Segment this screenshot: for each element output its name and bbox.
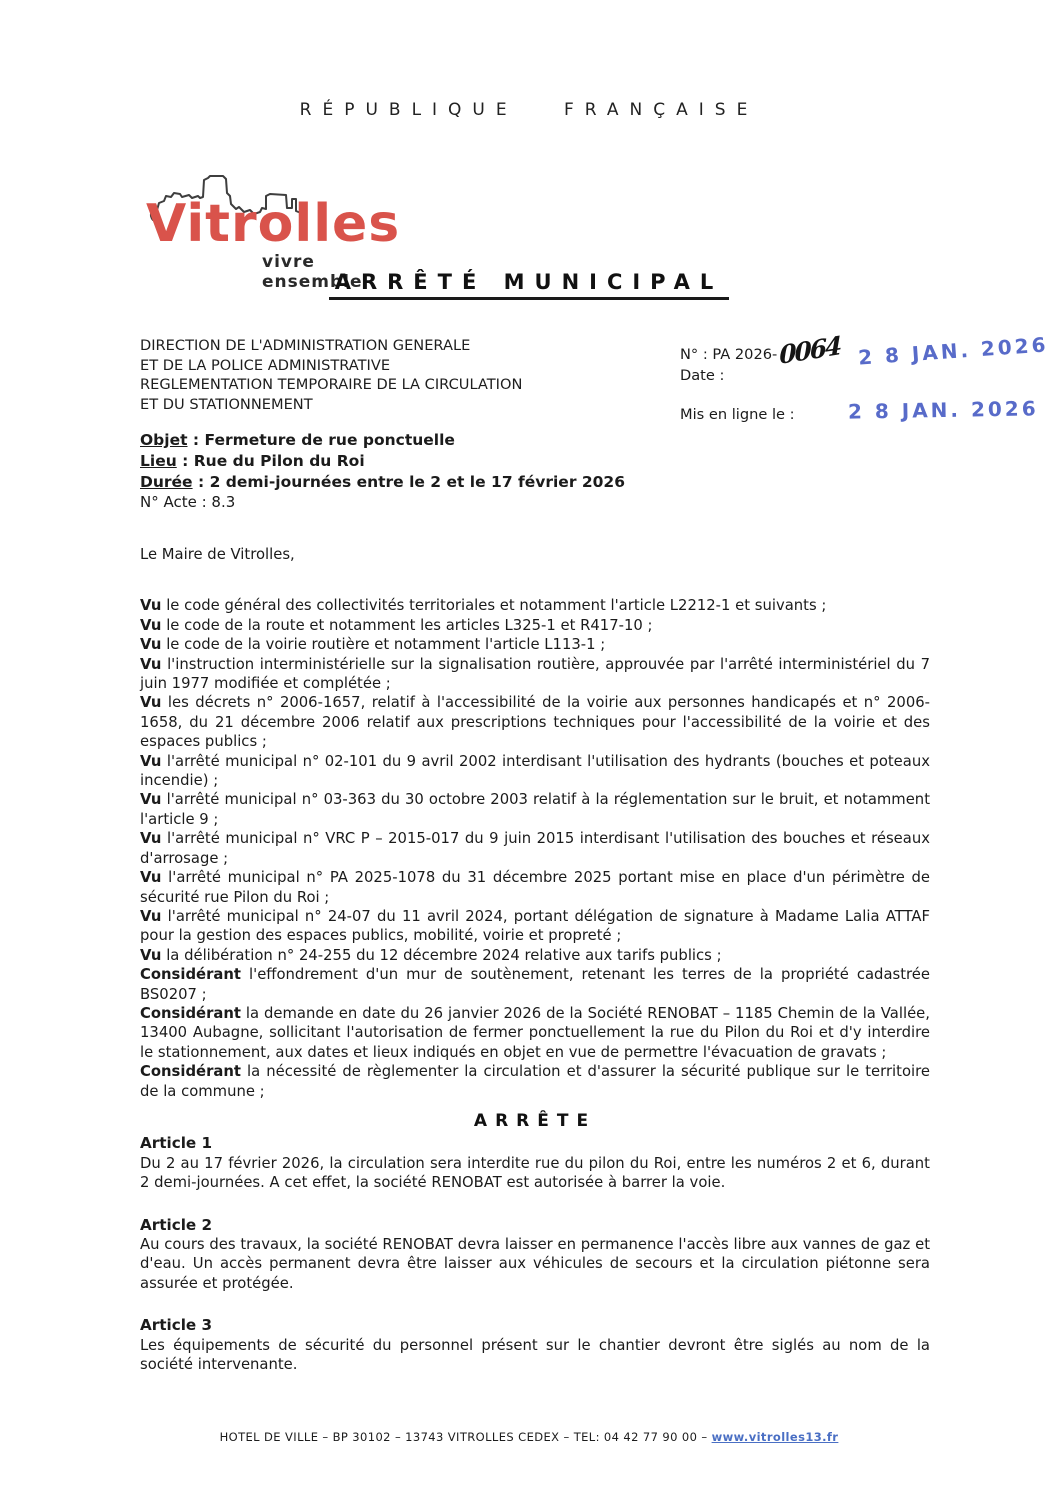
- recital-paragraph: [140, 790, 930, 829]
- recitals-block: [140, 596, 930, 1101]
- recital-lead: Considérant: [140, 1004, 241, 1022]
- direction-block: [140, 336, 522, 414]
- recital-lead: Vu: [140, 869, 162, 887]
- meta-block: [140, 331, 1050, 441]
- recital-paragraph: [140, 1004, 930, 1062]
- date-stamp: 2 8 JAN. 2026: [857, 332, 1050, 370]
- footer-website-link[interactable]: www.vitrolles13.fr: [711, 1430, 839, 1444]
- recital-paragraph: [140, 616, 930, 635]
- recital-text: la nécessité de règlementer la circulation et d'assurer la sécurité publique sur le territoire de la commune ;: [140, 1063, 930, 1100]
- article-text: Du 2 au 17 février 2026, la circulation sera interdite rue du pilon du Roi, entre les numéros 2 et 6, durant 2 demi-journées. A cet effet, la société RENOBAT est autorisée à barrer la voie.: [140, 1154, 930, 1192]
- subject-label: Objet: [140, 431, 188, 449]
- recital-text: la demande en date du 26 janvier 2026 de la Société RENOBAT – 1185 Chemin de la Vallée, 13400 Aubagne, sollicitant l'autorisation de fermer ponctuellement la rue du Pilon du Roi et d'y interdire le stationnement, aux dates et lieux indiqués en objet en vue de permettre l'évacuation de gravats ;: [140, 1004, 930, 1061]
- recital-text: la délibération n° 24-255 du 12 décembre 2024 relative aux tarifs publics ;: [166, 946, 722, 964]
- meta-right-block: [680, 331, 1050, 424]
- article-title: Article 1: [140, 1134, 213, 1153]
- recital-paragraph: [140, 907, 930, 946]
- recital-text: l'instruction interministérielle sur la signalisation routière, approuvée par l'arrêté interministériel du 7 juin 1977 modifiée et complétée ;: [140, 655, 930, 693]
- recital-text: le code général des collectivités territoriales et notamment l'article L2212-1 et suivants ;: [166, 597, 827, 615]
- articles-block: [140, 1134, 930, 1374]
- document-body: [140, 545, 930, 1374]
- acte-number-line: N° Acte : 8.3: [140, 493, 236, 512]
- recital-paragraph: [140, 596, 930, 615]
- direction-line: ET DE LA POLICE ADMINISTRATIVE: [140, 356, 391, 374]
- vitrolles-logo: [142, 168, 412, 292]
- direction-line: REGLEMENTATION TEMPORAIRE DE LA CIRCULATION: [140, 376, 523, 394]
- subject-lines: [140, 430, 625, 492]
- recital-text: l'arrêté municipal n° 02-101 du 9 avril 2002 interdisant l'utilisation des hydrants (bouches et poteaux incendie) ;: [140, 752, 930, 790]
- subject-line: [140, 472, 625, 493]
- article-title: Article 3: [140, 1316, 213, 1335]
- date-label: Date :: [680, 367, 725, 384]
- subject-value: : 2 demi-journées entre le 2 et le 17 février 2026: [192, 472, 626, 491]
- logo-wordmark: Vitrolles: [146, 194, 401, 254]
- republique-heading: RÉPUBLIQUE FRANÇAISE: [299, 100, 759, 120]
- recital-lead: Vu: [140, 636, 162, 654]
- article: [140, 1216, 930, 1294]
- recital-lead: Vu: [140, 616, 162, 634]
- recital-paragraph: [140, 965, 930, 1004]
- salutation: Le Maire de Vitrolles,: [140, 546, 295, 563]
- recital-paragraph: [140, 868, 930, 907]
- subject-line: [140, 451, 625, 472]
- recital-lead: Vu: [140, 752, 162, 770]
- recital-lead: Vu: [140, 830, 162, 848]
- footer-text: HOTEL DE VILLE – BP 30102 – 13743 VITROLLES CEDEX – TEL: 04 42 77 90 00 –: [219, 1430, 712, 1444]
- subject-label: Durée: [140, 472, 193, 491]
- document-title: ARRÊTÉ MUNICIPAL: [0, 270, 1058, 300]
- recital-text: l'effondrement d'un mur de soutènement, retenant les terres de la propriété cadastrée BS0207 ;: [140, 966, 930, 1003]
- recital-text: l'arrêté municipal n° 24-07 du 11 avril 2024, portant délégation de signature à Madame Lalia ATTAF pour la gestion des espaces publics, mobilité, voirie et propreté ;: [140, 907, 930, 945]
- recital-paragraph: [140, 946, 930, 965]
- recital-paragraph: [140, 655, 930, 694]
- document-number-label: N° : PA 2026-: [680, 346, 778, 363]
- article-title: Article 2: [140, 1215, 213, 1234]
- recital-lead: Vu: [140, 791, 162, 809]
- online-stamp: 2 8 JAN. 2026: [847, 396, 1039, 424]
- recital-text: l'arrêté municipal n° PA 2025-1078 du 31 décembre 2025 portant mise en place d'un périmètre de sécurité rue Pilon du Roi ;: [140, 869, 930, 906]
- recital-lead: Vu: [140, 655, 162, 673]
- recital-paragraph: [140, 635, 930, 654]
- recital-lead: Vu: [140, 946, 162, 964]
- subject-label: Lieu: [140, 451, 177, 470]
- arrete-heading: ARRÊTE: [473, 1110, 597, 1131]
- direction-line: DIRECTION DE L'ADMINISTRATION GENERALE: [140, 337, 471, 354]
- recital-paragraph: [140, 752, 930, 791]
- recital-paragraph: [140, 1062, 930, 1101]
- recital-text: le code de la voirie routière et notamment l'article L113-1 ;: [166, 636, 606, 654]
- article: [140, 1134, 930, 1192]
- recital-paragraph: [140, 829, 930, 868]
- recital-paragraph: [140, 693, 930, 751]
- subject-block: [140, 430, 625, 513]
- recital-lead: Considérant: [140, 1063, 241, 1081]
- recital-lead: Vu: [140, 907, 162, 925]
- article-text: Au cours des travaux, la société RENOBAT devra laisser en permanence l'accès libre aux vannes de gaz et d'eau. Un accès permanent devra être laisser aux véhicules de secours et la circulation piétonne sera assurée et protégée.: [140, 1236, 930, 1292]
- recital-text: le code de la route et notamment les articles L325-1 et R417-10 ;: [166, 616, 653, 634]
- subject-value: : Rue du Pilon du Roi: [176, 451, 365, 470]
- article-text: Les équipements de sécurité du personnel présent sur le chantier devront être siglés au nom de la société intervenante.: [140, 1336, 930, 1374]
- subject-value: : Fermeture de rue ponctuelle: [187, 431, 455, 449]
- direction-line: ET DU STATIONNEMENT: [140, 395, 313, 413]
- recital-lead: Vu: [140, 597, 162, 615]
- recital-lead: Considérant: [140, 966, 241, 984]
- recital-text: l'arrêté municipal n° 03-363 du 30 octobre 2003 relatif à la réglementation sur le bruit, et notamment l'article 9 ;: [140, 791, 930, 828]
- online-label: Mis en ligne le :: [680, 406, 795, 423]
- subject-line: [140, 430, 625, 451]
- recital-text: l'arrêté municipal n° VRC P – 2015-017 du 9 juin 2015 interdisant l'utilisation des bouches et réseaux d'arrosage ;: [140, 830, 930, 867]
- logo-tagline: vivre ensemble: [262, 252, 363, 292]
- page-footer: [0, 1430, 1058, 1444]
- recital-text: les décrets n° 2006-1657, relatif à l'accessibilité de la voirie aux personnes handicapés et n° 2006-1658, du 21 décembre 2006 relatif aux prescriptions techniques pour l'accessibilité de la voirie et des espaces publics ;: [140, 694, 930, 751]
- recital-lead: Vu: [140, 694, 162, 712]
- article: [140, 1316, 930, 1374]
- handwritten-number: 0064: [779, 331, 841, 370]
